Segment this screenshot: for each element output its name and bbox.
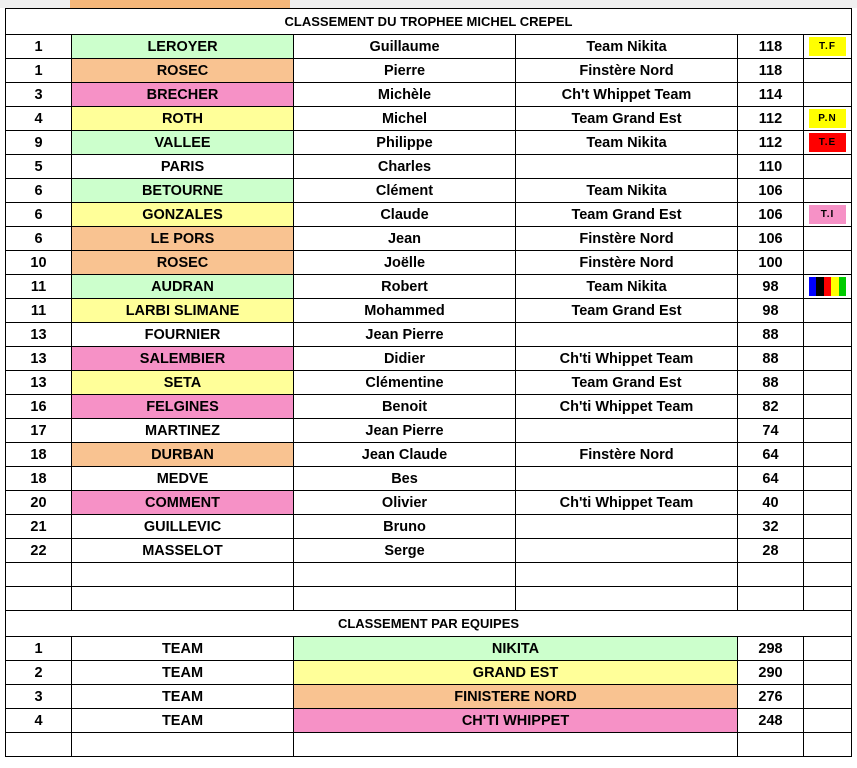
name-cell[interactable]: DURBAN: [72, 443, 294, 467]
team-cell[interactable]: Ch'ti Whippet Team: [516, 491, 738, 515]
table-row: [6, 539, 852, 563]
team-cell[interactable]: Team Grand Est: [516, 299, 738, 323]
team-cell[interactable]: [516, 539, 738, 563]
first-name-cell[interactable]: Benoit: [294, 395, 516, 419]
table-row: [6, 179, 852, 203]
badge-cell[interactable]: [804, 491, 852, 515]
name-cell[interactable]: LE PORS: [72, 227, 294, 251]
team-rank-cell[interactable]: 1: [6, 637, 72, 661]
points-cell[interactable]: 118: [738, 35, 804, 59]
badge-cell[interactable]: [804, 443, 852, 467]
badge-cell[interactable]: [804, 251, 852, 275]
empty-cell[interactable]: [804, 709, 852, 733]
rank-cell[interactable]: 11: [6, 299, 72, 323]
team-points-cell[interactable]: 276: [738, 685, 804, 709]
team-ranking-table: [5, 610, 852, 757]
badge-cell[interactable]: [804, 131, 852, 155]
ranking-table: [5, 8, 852, 611]
team-cell[interactable]: Team Nikita: [516, 275, 738, 299]
rank-cell[interactable]: 6: [6, 179, 72, 203]
team-label-cell[interactable]: TEAM: [72, 685, 294, 709]
table-row: [6, 203, 852, 227]
points-cell[interactable]: 112: [738, 107, 804, 131]
team-label-cell[interactable]: TEAM: [72, 709, 294, 733]
badge-cell[interactable]: [804, 515, 852, 539]
team-cell[interactable]: Ch'ti Whippet Team: [516, 347, 738, 371]
name-cell[interactable]: BETOURNE: [72, 179, 294, 203]
points-cell[interactable]: 82: [738, 395, 804, 419]
rank-cell[interactable]: 4: [6, 107, 72, 131]
badge-cell[interactable]: [804, 419, 852, 443]
table-row: [6, 323, 852, 347]
ranking-title: CLASSEMENT DU TROPHEE MICHEL CREPEL: [6, 9, 852, 35]
team-label-cell[interactable]: TEAM: [72, 637, 294, 661]
first-name-cell[interactable]: Michel: [294, 107, 516, 131]
rank-cell[interactable]: 3: [6, 83, 72, 107]
first-name-cell[interactable]: Guillaume: [294, 35, 516, 59]
first-name-cell[interactable]: Olivier: [294, 491, 516, 515]
rank-cell[interactable]: 21: [6, 515, 72, 539]
empty-cell[interactable]: [516, 587, 738, 611]
team-cell[interactable]: [516, 467, 738, 491]
first-name-cell[interactable]: Michèle: [294, 83, 516, 107]
header-strip: [0, 0, 857, 8]
first-name-cell[interactable]: Jean Pierre: [294, 419, 516, 443]
empty-cell[interactable]: [6, 587, 72, 611]
table-row: [6, 59, 852, 83]
team-rank-cell[interactable]: 2: [6, 661, 72, 685]
team-cell[interactable]: Ch'ti Whippet Team: [516, 395, 738, 419]
points-cell[interactable]: 100: [738, 251, 804, 275]
first-name-cell[interactable]: Bes: [294, 467, 516, 491]
rank-cell[interactable]: 5: [6, 155, 72, 179]
rank-cell[interactable]: 10: [6, 251, 72, 275]
badge-cell[interactable]: [804, 299, 852, 323]
first-name-cell[interactable]: Clément: [294, 179, 516, 203]
name-cell[interactable]: FELGINES: [72, 395, 294, 419]
first-name-cell[interactable]: Serge: [294, 539, 516, 563]
empty-cell[interactable]: [738, 563, 804, 587]
rank-cell[interactable]: 1: [6, 35, 72, 59]
table-row: [6, 419, 852, 443]
status-badge: P.N: [809, 109, 846, 128]
team-cell[interactable]: Ch't Whippet Team: [516, 83, 738, 107]
rank-cell[interactable]: 6: [6, 227, 72, 251]
team-name-cell[interactable]: FINISTERE NORD: [294, 685, 738, 709]
first-name-cell[interactable]: Clémentine: [294, 371, 516, 395]
team-cell[interactable]: Finstère Nord: [516, 251, 738, 275]
team-points-cell[interactable]: 290: [738, 661, 804, 685]
name-cell[interactable]: PARIS: [72, 155, 294, 179]
name-cell[interactable]: GONZALES: [72, 203, 294, 227]
team-cell[interactable]: [516, 155, 738, 179]
points-cell[interactable]: 64: [738, 443, 804, 467]
team-rank-cell[interactable]: 4: [6, 709, 72, 733]
rank-cell[interactable]: 22: [6, 539, 72, 563]
badge-cell[interactable]: [804, 539, 852, 563]
first-name-cell[interactable]: Robert: [294, 275, 516, 299]
table-row: [6, 251, 852, 275]
table-row: [6, 155, 852, 179]
team-cell[interactable]: Team Grand Est: [516, 203, 738, 227]
first-name-cell[interactable]: Philippe: [294, 131, 516, 155]
status-badge: T.F: [809, 37, 846, 56]
name-cell[interactable]: ROSEC: [72, 59, 294, 83]
empty-cell[interactable]: [294, 733, 738, 757]
rank-cell[interactable]: 18: [6, 467, 72, 491]
empty-cell[interactable]: [6, 733, 72, 757]
empty-cell[interactable]: [72, 733, 294, 757]
points-cell[interactable]: 32: [738, 515, 804, 539]
points-cell[interactable]: 98: [738, 275, 804, 299]
table-row: [6, 83, 852, 107]
first-name-cell[interactable]: Charles: [294, 155, 516, 179]
rank-cell[interactable]: 9: [6, 131, 72, 155]
badge-cell[interactable]: [804, 155, 852, 179]
first-name-cell[interactable]: Didier: [294, 347, 516, 371]
table-row: [6, 347, 852, 371]
first-name-cell[interactable]: Jean Claude: [294, 443, 516, 467]
first-name-cell[interactable]: Jean: [294, 227, 516, 251]
team-cell[interactable]: [516, 323, 738, 347]
team-points-cell[interactable]: 248: [738, 709, 804, 733]
rank-cell[interactable]: 13: [6, 371, 72, 395]
empty-cell[interactable]: [294, 563, 516, 587]
team-cell[interactable]: [516, 515, 738, 539]
empty-cell[interactable]: [804, 637, 852, 661]
table-row: [6, 107, 852, 131]
team-label-cell[interactable]: TEAM: [72, 661, 294, 685]
badge-cell[interactable]: [804, 59, 852, 83]
name-cell[interactable]: VALLEE: [72, 131, 294, 155]
empty-cell[interactable]: [738, 587, 804, 611]
rank-cell[interactable]: 13: [6, 323, 72, 347]
rank-cell[interactable]: 16: [6, 395, 72, 419]
table-row: [6, 371, 852, 395]
first-name-cell[interactable]: Mohammed: [294, 299, 516, 323]
points-cell[interactable]: 114: [738, 83, 804, 107]
team-cell[interactable]: Team Nikita: [516, 35, 738, 59]
first-name-cell[interactable]: Joëlle: [294, 251, 516, 275]
first-name-cell[interactable]: Jean Pierre: [294, 323, 516, 347]
table-row: [6, 467, 852, 491]
points-cell[interactable]: 74: [738, 419, 804, 443]
status-badge: T.I: [809, 205, 846, 224]
table-row: [6, 275, 852, 299]
table-row: [6, 491, 852, 515]
empty-cell[interactable]: [72, 587, 294, 611]
badge-cell[interactable]: [804, 323, 852, 347]
name-cell[interactable]: ROSEC: [72, 251, 294, 275]
team-cell[interactable]: Finstère Nord: [516, 443, 738, 467]
table-row: [6, 395, 852, 419]
name-cell[interactable]: LARBI SLIMANE: [72, 299, 294, 323]
table-row: [6, 443, 852, 467]
status-badge: T.E: [809, 133, 846, 152]
team-rank-cell[interactable]: 3: [6, 685, 72, 709]
table-row: [6, 35, 852, 59]
table-row: [6, 131, 852, 155]
name-cell[interactable]: FOURNIER: [72, 323, 294, 347]
empty-cell[interactable]: [294, 587, 516, 611]
empty-cell[interactable]: [804, 563, 852, 587]
badge-cell[interactable]: [804, 275, 852, 299]
badge-cell[interactable]: [804, 347, 852, 371]
first-name-cell[interactable]: Bruno: [294, 515, 516, 539]
rank-cell[interactable]: 17: [6, 419, 72, 443]
badge-cell[interactable]: [804, 227, 852, 251]
flag-icon: [809, 277, 846, 296]
name-cell[interactable]: ROTH: [72, 107, 294, 131]
name-cell[interactable]: COMMENT: [72, 491, 294, 515]
team-cell[interactable]: Team Grand Est: [516, 371, 738, 395]
badge-cell[interactable]: [804, 395, 852, 419]
name-cell[interactable]: MARTINEZ: [72, 419, 294, 443]
points-cell[interactable]: 106: [738, 227, 804, 251]
team-cell[interactable]: Team Nikita: [516, 179, 738, 203]
team-name-cell[interactable]: CH'TI WHIPPET: [294, 709, 738, 733]
empty-cell[interactable]: [72, 563, 294, 587]
points-cell[interactable]: 106: [738, 203, 804, 227]
points-cell[interactable]: 88: [738, 371, 804, 395]
empty-row: [6, 587, 852, 611]
rank-cell[interactable]: 13: [6, 347, 72, 371]
first-name-cell[interactable]: Pierre: [294, 59, 516, 83]
name-cell[interactable]: MASSELOT: [72, 539, 294, 563]
team-cell[interactable]: Team Grand Est: [516, 107, 738, 131]
empty-cell[interactable]: [804, 661, 852, 685]
empty-cell[interactable]: [516, 563, 738, 587]
team-cell[interactable]: [516, 419, 738, 443]
badge-cell[interactable]: [804, 203, 852, 227]
empty-row: [6, 563, 852, 587]
empty-cell[interactable]: [804, 685, 852, 709]
empty-cell[interactable]: [804, 587, 852, 611]
table-row: [6, 299, 852, 323]
name-cell[interactable]: LEROYER: [72, 35, 294, 59]
badge-cell[interactable]: [804, 371, 852, 395]
empty-cell[interactable]: [6, 563, 72, 587]
table-row: [6, 685, 852, 709]
team-points-cell[interactable]: 298: [738, 637, 804, 661]
table-row: [6, 637, 852, 661]
badge-cell[interactable]: [804, 107, 852, 131]
points-cell[interactable]: 88: [738, 347, 804, 371]
points-cell[interactable]: 40: [738, 491, 804, 515]
team-name-cell[interactable]: GRAND EST: [294, 661, 738, 685]
points-cell[interactable]: 64: [738, 467, 804, 491]
table-row: [6, 227, 852, 251]
name-cell[interactable]: AUDRAN: [72, 275, 294, 299]
name-cell[interactable]: GUILLEVIC: [72, 515, 294, 539]
name-cell[interactable]: SETA: [72, 371, 294, 395]
points-cell[interactable]: 98: [738, 299, 804, 323]
table-row: [6, 709, 852, 733]
team-cell[interactable]: Team Nikita: [516, 131, 738, 155]
empty-cell[interactable]: [804, 733, 852, 757]
rank-cell[interactable]: 18: [6, 443, 72, 467]
table-row: [6, 661, 852, 685]
points-cell[interactable]: 28: [738, 539, 804, 563]
badge-cell[interactable]: [804, 179, 852, 203]
rank-cell[interactable]: 11: [6, 275, 72, 299]
badge-cell[interactable]: [804, 83, 852, 107]
table-row: [6, 515, 852, 539]
team-cell[interactable]: Finstère Nord: [516, 59, 738, 83]
points-cell[interactable]: 112: [738, 131, 804, 155]
badge-cell[interactable]: [804, 35, 852, 59]
rank-cell[interactable]: 6: [6, 203, 72, 227]
first-name-cell[interactable]: Claude: [294, 203, 516, 227]
points-cell[interactable]: 88: [738, 323, 804, 347]
empty-cell[interactable]: [738, 733, 804, 757]
name-cell[interactable]: BRECHER: [72, 83, 294, 107]
team-ranking-title: CLASSEMENT PAR EQUIPES: [6, 611, 852, 637]
points-cell[interactable]: 118: [738, 59, 804, 83]
name-cell[interactable]: SALEMBIER: [72, 347, 294, 371]
team-cell[interactable]: Finstère Nord: [516, 227, 738, 251]
points-cell[interactable]: 106: [738, 179, 804, 203]
rank-cell[interactable]: 1: [6, 59, 72, 83]
name-cell[interactable]: MEDVE: [72, 467, 294, 491]
badge-cell[interactable]: [804, 467, 852, 491]
points-cell[interactable]: 110: [738, 155, 804, 179]
rank-cell[interactable]: 20: [6, 491, 72, 515]
empty-row: [6, 733, 852, 757]
team-name-cell[interactable]: NIKITA: [294, 637, 738, 661]
